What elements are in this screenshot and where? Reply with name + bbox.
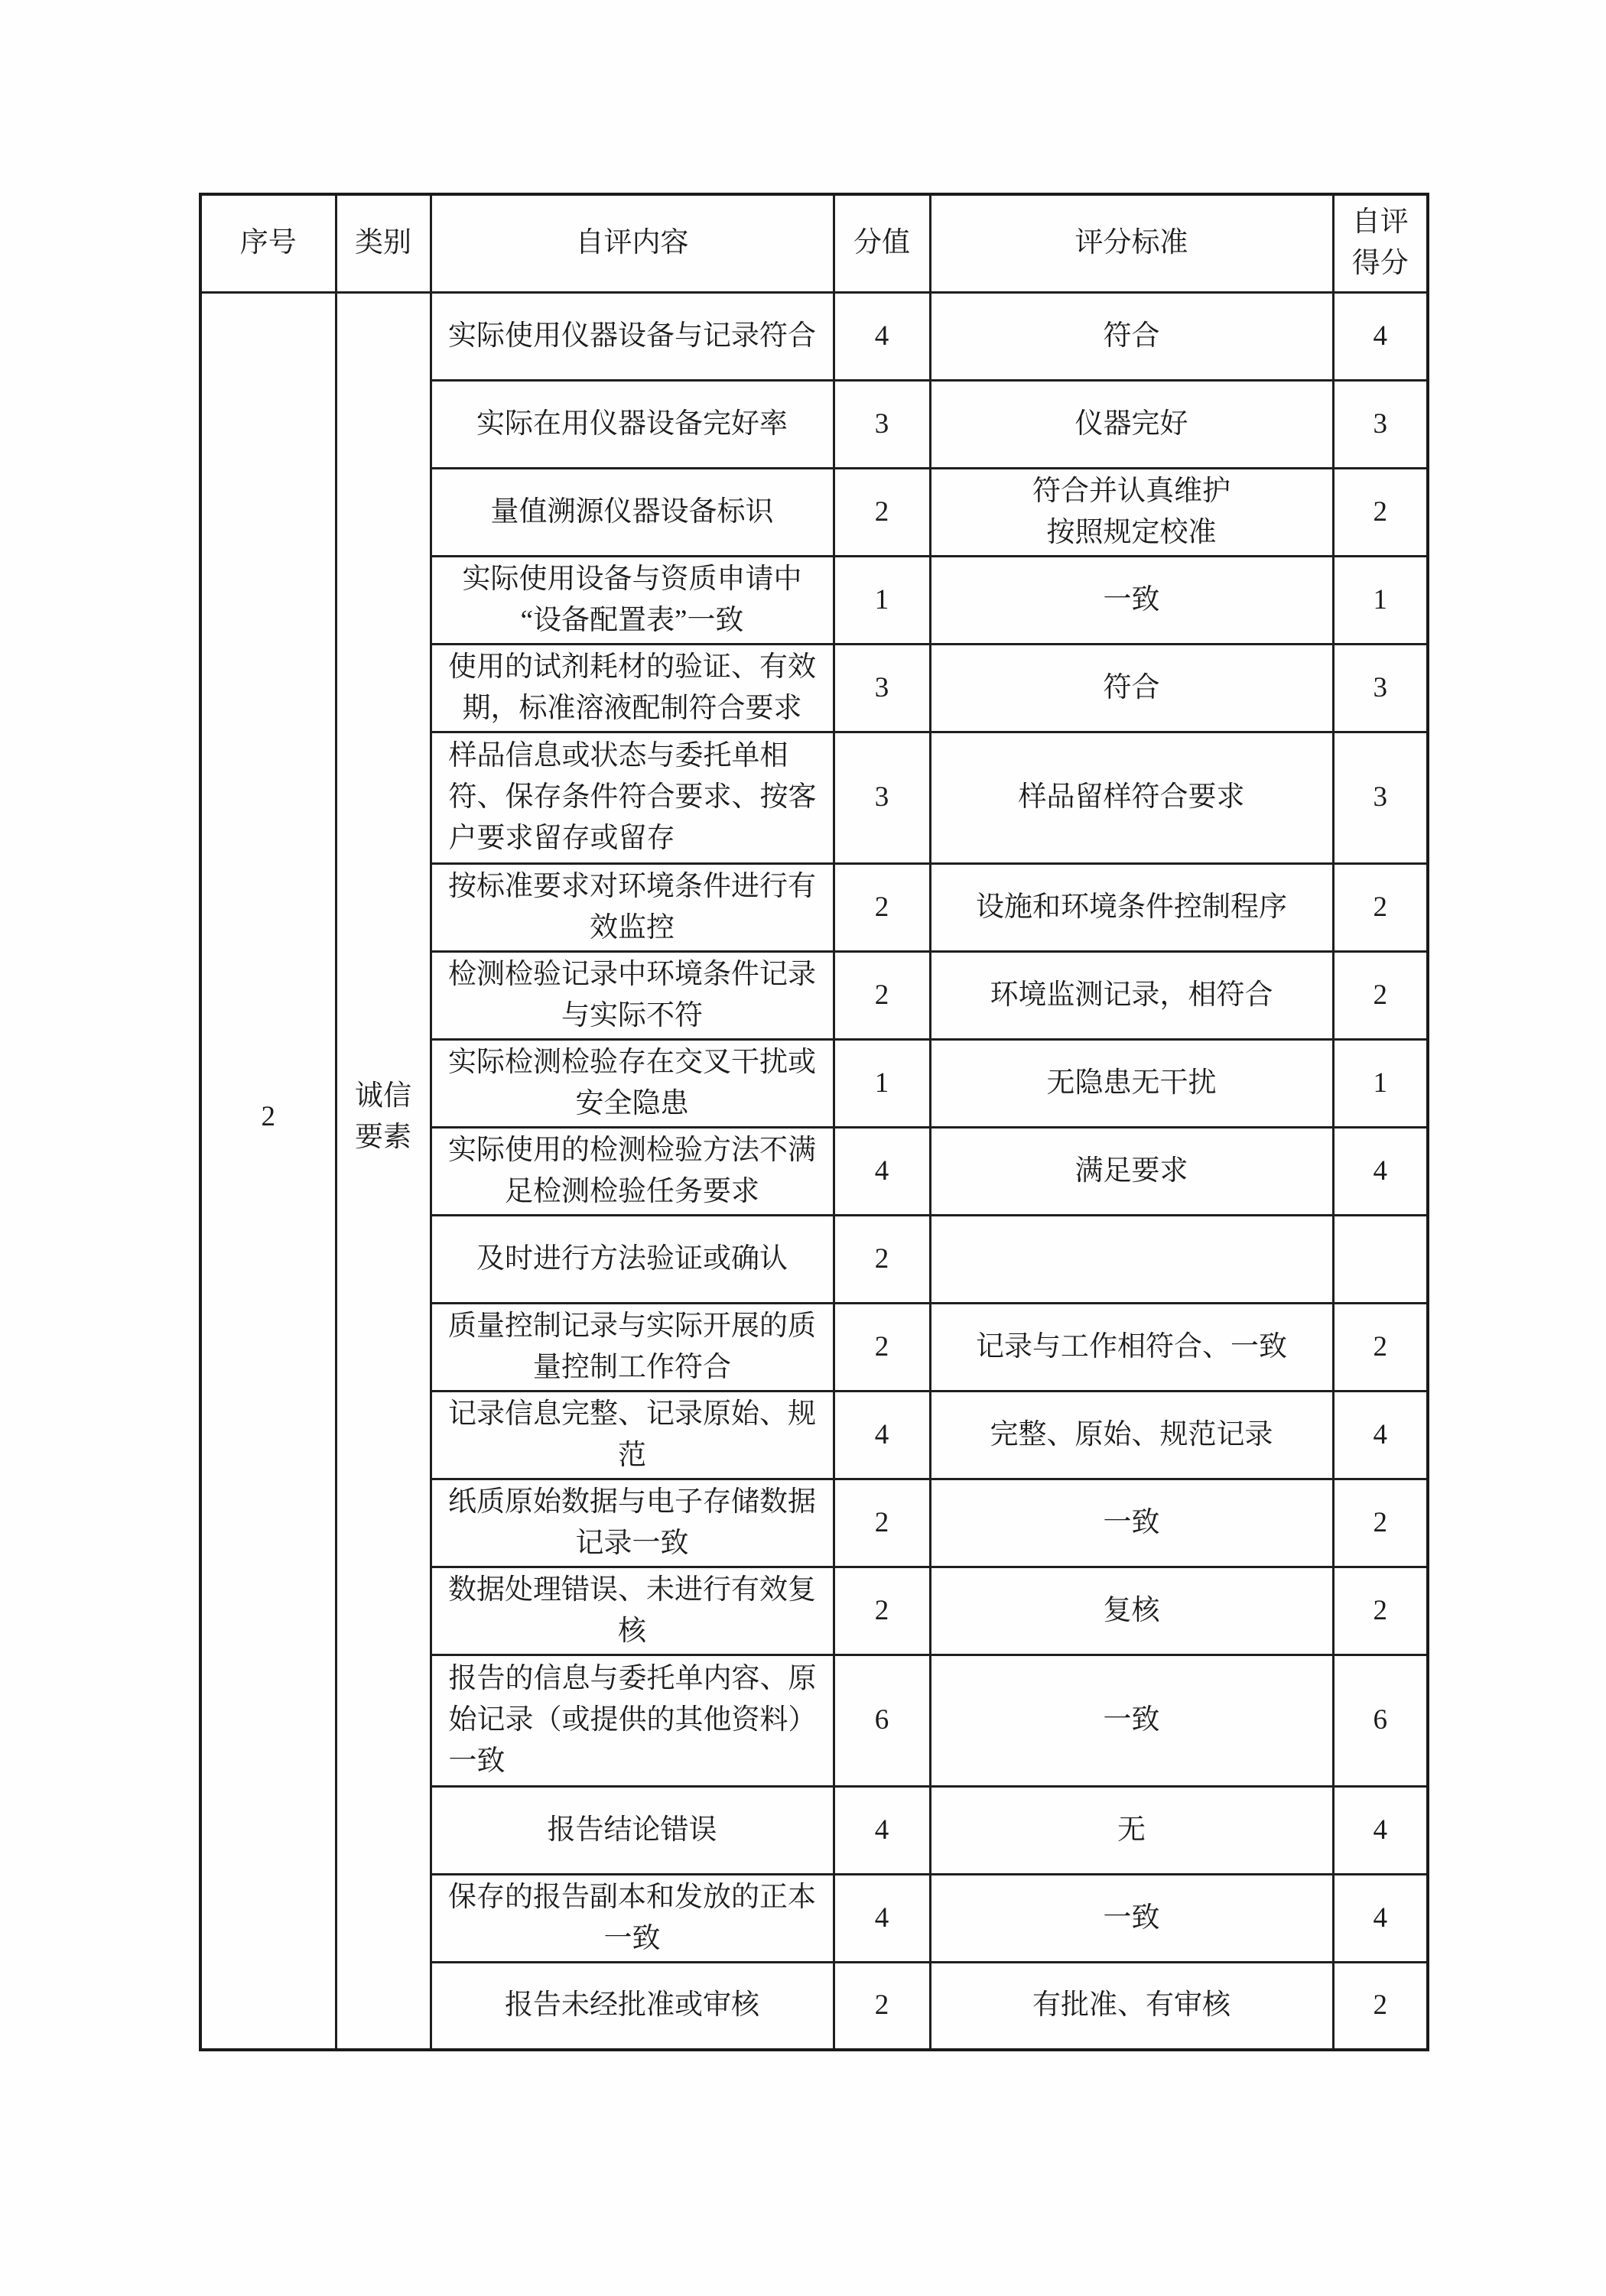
content-cell: 实际使用仪器设备与记录符合 (431, 292, 834, 380)
self-score-cell: 2 (1333, 1567, 1428, 1655)
score-cell: 2 (834, 1215, 930, 1303)
score-cell: 2 (834, 863, 930, 951)
score-cell: 4 (834, 292, 930, 380)
score-cell: 2 (834, 951, 930, 1039)
content-cell: 实际使用的检测检验方法不满 足检测检验任务要求 (431, 1127, 834, 1215)
criteria-cell: 符合 (930, 292, 1333, 380)
criteria-cell: 复核 (930, 1567, 1333, 1655)
criteria-cell: 环境监测记录，相符合 (930, 951, 1333, 1039)
score-cell: 2 (834, 1479, 930, 1567)
content-cell: 使用的试剂耗材的验证、有效 期，标准溶液配制符合要求 (431, 644, 834, 732)
self-score-cell: 3 (1333, 380, 1428, 468)
self-score-cell: 3 (1333, 644, 1428, 732)
group-category-cell: 诚信 要素 (336, 292, 431, 2050)
header-seq: 序号 (200, 194, 336, 292)
self-score-cell: 4 (1333, 1127, 1428, 1215)
self-score-cell: 1 (1333, 556, 1428, 644)
self-score-cell: 4 (1333, 292, 1428, 380)
score-cell: 2 (834, 1567, 930, 1655)
self-score-cell-empty (1333, 1215, 1428, 1303)
content-cell: 报告未经批准或审核 (431, 1962, 834, 2050)
score-cell: 2 (834, 468, 930, 556)
content-cell: 实际在用仪器设备完好率 (431, 380, 834, 468)
score-cell: 2 (834, 1303, 930, 1391)
criteria-cell: 样品留样符合要求 (930, 732, 1333, 863)
criteria-cell: 一致 (930, 1479, 1333, 1567)
self-score-cell: 2 (1333, 863, 1428, 951)
criteria-cell: 符合并认真维护 按照规定校准 (930, 468, 1333, 556)
content-cell: 质量控制记录与实际开展的质 量控制工作符合 (431, 1303, 834, 1391)
self-score-cell: 4 (1333, 1786, 1428, 1874)
self-score-cell: 4 (1333, 1874, 1428, 1962)
criteria-cell: 仪器完好 (930, 380, 1333, 468)
content-cell: 报告结论错误 (431, 1786, 834, 1874)
criteria-cell: 设施和环境条件控制程序 (930, 863, 1333, 951)
criteria-cell: 一致 (930, 1874, 1333, 1962)
score-cell: 1 (834, 556, 930, 644)
content-cell: 检测检验记录中环境条件记录 与实际不符 (431, 951, 834, 1039)
header-content: 自评内容 (431, 194, 834, 292)
self-score-cell: 2 (1333, 1962, 1428, 2050)
criteria-cell: 符合 (930, 644, 1333, 732)
content-cell: 样品信息或状态与委托单相 符、保存条件符合要求、按客 户要求留存或留存 (431, 732, 834, 863)
group-seq-cell: 2 (200, 292, 336, 2050)
score-cell: 1 (834, 1039, 930, 1127)
content-cell: 记录信息完整、记录原始、规 范 (431, 1391, 834, 1479)
header-criteria: 评分标准 (930, 194, 1333, 292)
content-cell: 实际使用设备与资质申请中 “设备配置表”一致 (431, 556, 834, 644)
content-cell: 按标准要求对环境条件进行有 效监控 (431, 863, 834, 951)
criteria-cell: 记录与工作相符合、一致 (930, 1303, 1333, 1391)
criteria-cell: 有批准、有审核 (930, 1962, 1333, 2050)
content-cell: 纸质原始数据与电子存储数据 记录一致 (431, 1479, 834, 1567)
content-cell: 数据处理错误、未进行有效复 核 (431, 1567, 834, 1655)
header-self-score: 自评 得分 (1333, 194, 1428, 292)
score-cell: 3 (834, 380, 930, 468)
score-cell: 6 (834, 1655, 930, 1786)
score-cell: 4 (834, 1391, 930, 1479)
content-cell: 实际检测检验存在交叉干扰或 安全隐患 (431, 1039, 834, 1127)
self-evaluation-table (199, 193, 1429, 2051)
criteria-cell: 一致 (930, 1655, 1333, 1786)
content-cell: 量值溯源仪器设备标识 (431, 468, 834, 556)
self-score-cell: 2 (1333, 951, 1428, 1039)
criteria-cell: 一致 (930, 556, 1333, 644)
header-score: 分值 (834, 194, 930, 292)
self-score-cell: 1 (1333, 1039, 1428, 1127)
criteria-cell-empty (930, 1215, 1333, 1303)
content-cell: 报告的信息与委托单内容、原 始记录（或提供的其他资料） 一致 (431, 1655, 834, 1786)
score-cell: 3 (834, 732, 930, 863)
self-score-cell: 4 (1333, 1391, 1428, 1479)
header-category: 类别 (336, 194, 431, 292)
score-cell: 3 (834, 644, 930, 732)
header-row (200, 194, 1428, 292)
content-cell: 保存的报告副本和发放的正本 一致 (431, 1874, 834, 1962)
self-score-cell: 2 (1333, 1479, 1428, 1567)
criteria-cell: 无 (930, 1786, 1333, 1874)
score-cell: 4 (834, 1127, 930, 1215)
self-score-cell: 2 (1333, 1303, 1428, 1391)
content-cell: 及时进行方法验证或确认 (431, 1215, 834, 1303)
criteria-cell: 无隐患无干扰 (930, 1039, 1333, 1127)
self-score-cell: 3 (1333, 732, 1428, 863)
criteria-cell: 完整、原始、规范记录 (930, 1391, 1333, 1479)
score-cell: 4 (834, 1874, 930, 1962)
score-cell: 2 (834, 1962, 930, 2050)
self-score-cell: 2 (1333, 468, 1428, 556)
self-score-cell: 6 (1333, 1655, 1428, 1786)
table-row (200, 292, 1428, 380)
criteria-cell: 满足要求 (930, 1127, 1333, 1215)
score-cell: 4 (834, 1786, 930, 1874)
